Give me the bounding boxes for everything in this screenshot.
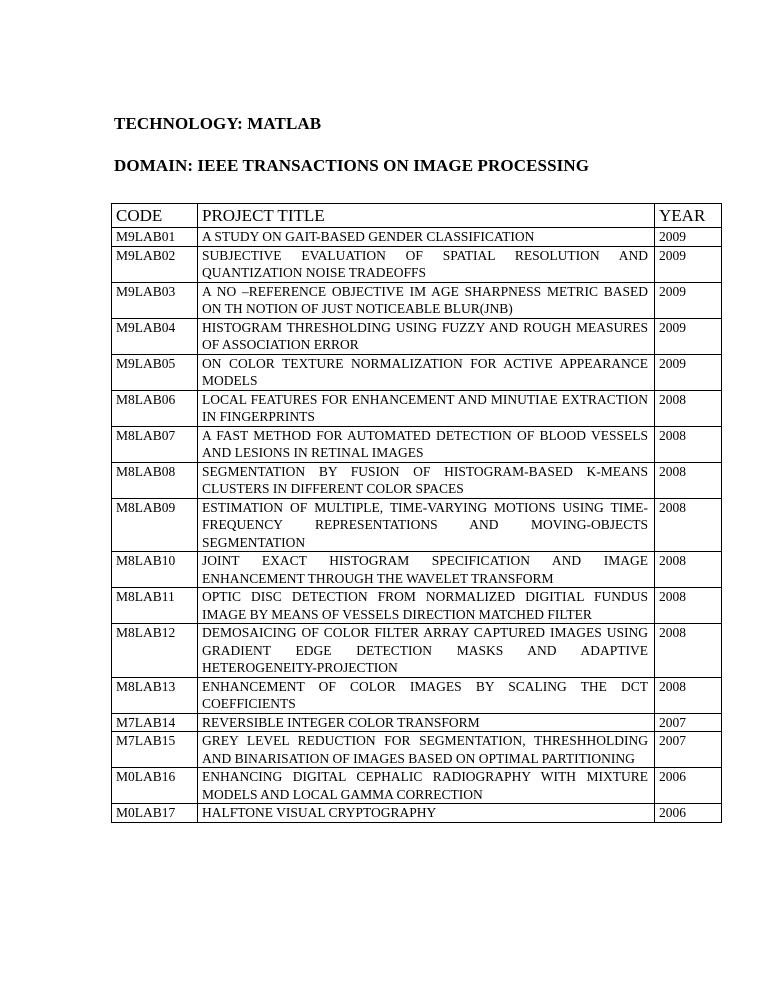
project-title-cell: A FAST METHOD FOR AUTOMATED DETECTION OF BLOOD VESSELS AND LESIONS IN RETINAL IMAGES bbox=[198, 426, 655, 462]
project-title-cell: SUBJECTIVE EVALUATION OF SPATIAL RESOLUTION AND QUANTIZATION NOISE TRADEOFFS bbox=[198, 246, 655, 282]
project-year-cell: 2007 bbox=[655, 732, 722, 768]
project-year-cell: 2008 bbox=[655, 426, 722, 462]
table-row bbox=[112, 552, 722, 588]
year-column-header: YEAR bbox=[655, 204, 722, 228]
project-title-cell: HISTOGRAM THRESHOLDING USING FUZZY AND ROUGH MEASURES OF ASSOCIATION ERROR bbox=[198, 318, 655, 354]
table-row bbox=[112, 624, 722, 678]
table-row bbox=[112, 390, 722, 426]
table-header-row bbox=[112, 204, 722, 228]
project-year-cell: 2008 bbox=[655, 390, 722, 426]
project-code-cell: M9LAB04 bbox=[112, 318, 198, 354]
project-year-cell: 2007 bbox=[655, 713, 722, 732]
table-row bbox=[112, 462, 722, 498]
title-column-header: PROJECT TITLE bbox=[198, 204, 655, 228]
project-code-cell: M0LAB17 bbox=[112, 804, 198, 823]
project-year-cell: 2009 bbox=[655, 318, 722, 354]
project-title-cell: ENHANCEMENT OF COLOR IMAGES BY SCALING THE DCT COEFFICIENTS bbox=[198, 677, 655, 713]
table-row bbox=[112, 677, 722, 713]
project-year-cell: 2006 bbox=[655, 804, 722, 823]
project-code-cell: M0LAB16 bbox=[112, 768, 198, 804]
table-row bbox=[112, 588, 722, 624]
project-title-cell: DEMOSAICING OF COLOR FILTER ARRAY CAPTURED IMAGES USING GRADIENT EDGE DETECTION MASKS AND ADAPTIVE HETEROGENEITY-PROJECTION bbox=[198, 624, 655, 678]
projects-table bbox=[111, 203, 722, 823]
project-year-cell: 2009 bbox=[655, 246, 722, 282]
project-title-cell: ESTIMATION OF MULTIPLE, TIME-VARYING MOTIONS USING TIME-FREQUENCY REPRESENTATIONS AND MOVING-OBJECTS SEGMENTATION bbox=[198, 498, 655, 552]
project-code-cell: M9LAB02 bbox=[112, 246, 198, 282]
table-row bbox=[112, 282, 722, 318]
project-title-cell: A STUDY ON GAIT-BASED GENDER CLASSIFICATION bbox=[198, 228, 655, 247]
project-code-cell: M8LAB10 bbox=[112, 552, 198, 588]
project-title-cell: OPTIC DISC DETECTION FROM NORMALIZED DIGITIAL FUNDUS IMAGE BY MEANS OF VESSELS DIRECTION MATCHED FILTER bbox=[198, 588, 655, 624]
project-code-cell: M8LAB13 bbox=[112, 677, 198, 713]
table-row bbox=[112, 426, 722, 462]
project-title-cell: ENHANCING DIGITAL CEPHALIC RADIOGRAPHY WITH MIXTURE MODELS AND LOCAL GAMMA CORRECTION bbox=[198, 768, 655, 804]
project-code-cell: M8LAB11 bbox=[112, 588, 198, 624]
project-code-cell: M8LAB06 bbox=[112, 390, 198, 426]
project-year-cell: 2008 bbox=[655, 552, 722, 588]
table-row bbox=[112, 354, 722, 390]
project-year-cell: 2008 bbox=[655, 462, 722, 498]
project-year-cell: 2009 bbox=[655, 354, 722, 390]
project-code-cell: M7LAB14 bbox=[112, 713, 198, 732]
project-title-cell: A NO –REFERENCE OBJECTIVE IM AGE SHARPNESS METRIC BASED ON TH NOTION OF JUST NOTICEABLE BLUR(JNB) bbox=[198, 282, 655, 318]
project-year-cell: 2009 bbox=[655, 228, 722, 247]
project-year-cell: 2008 bbox=[655, 498, 722, 552]
project-title-cell: ON COLOR TEXTURE NORMALIZATION FOR ACTIVE APPEARANCE MODELS bbox=[198, 354, 655, 390]
technology-heading: TECHNOLOGY: MATLAB bbox=[114, 114, 322, 133]
table-row bbox=[112, 246, 722, 282]
project-year-cell: 2008 bbox=[655, 677, 722, 713]
project-code-cell: M9LAB03 bbox=[112, 282, 198, 318]
project-code-cell: M9LAB01 bbox=[112, 228, 198, 247]
project-title-cell: SEGMENTATION BY FUSION OF HISTOGRAM-BASED K-MEANS CLUSTERS IN DIFFERENT COLOR SPACES bbox=[198, 462, 655, 498]
table-row bbox=[112, 228, 722, 247]
domain-heading: DOMAIN: IEEE TRANSACTIONS ON IMAGE PROCESSING bbox=[114, 156, 590, 175]
table-row bbox=[112, 713, 722, 732]
project-year-cell: 2008 bbox=[655, 624, 722, 678]
project-code-cell: M9LAB05 bbox=[112, 354, 198, 390]
project-code-cell: M8LAB09 bbox=[112, 498, 198, 552]
project-code-cell: M8LAB12 bbox=[112, 624, 198, 678]
project-title-cell: HALFTONE VISUAL CRYPTOGRAPHY bbox=[198, 804, 655, 823]
project-year-cell: 2008 bbox=[655, 588, 722, 624]
table-row bbox=[112, 804, 722, 823]
project-title-cell: JOINT EXACT HISTOGRAM SPECIFICATION AND IMAGE ENHANCEMENT THROUGH THE WAVELET TRANSFORM bbox=[198, 552, 655, 588]
project-year-cell: 2009 bbox=[655, 282, 722, 318]
project-year-cell: 2006 bbox=[655, 768, 722, 804]
table-row bbox=[112, 732, 722, 768]
project-title-cell: GREY LEVEL REDUCTION FOR SEGMENTATION, THRESHHOLDING AND BINARISATION OF IMAGES BASED ON OPTIMAL PARTITIONING bbox=[198, 732, 655, 768]
code-column-header: CODE bbox=[112, 204, 198, 228]
table-row bbox=[112, 318, 722, 354]
project-code-cell: M8LAB08 bbox=[112, 462, 198, 498]
project-code-cell: M7LAB15 bbox=[112, 732, 198, 768]
project-title-cell: LOCAL FEATURES FOR ENHANCEMENT AND MINUTIAE EXTRACTION IN FINGERPRINTS bbox=[198, 390, 655, 426]
table-row bbox=[112, 498, 722, 552]
project-title-cell: REVERSIBLE INTEGER COLOR TRANSFORM bbox=[198, 713, 655, 732]
project-code-cell: M8LAB07 bbox=[112, 426, 198, 462]
table-row bbox=[112, 768, 722, 804]
